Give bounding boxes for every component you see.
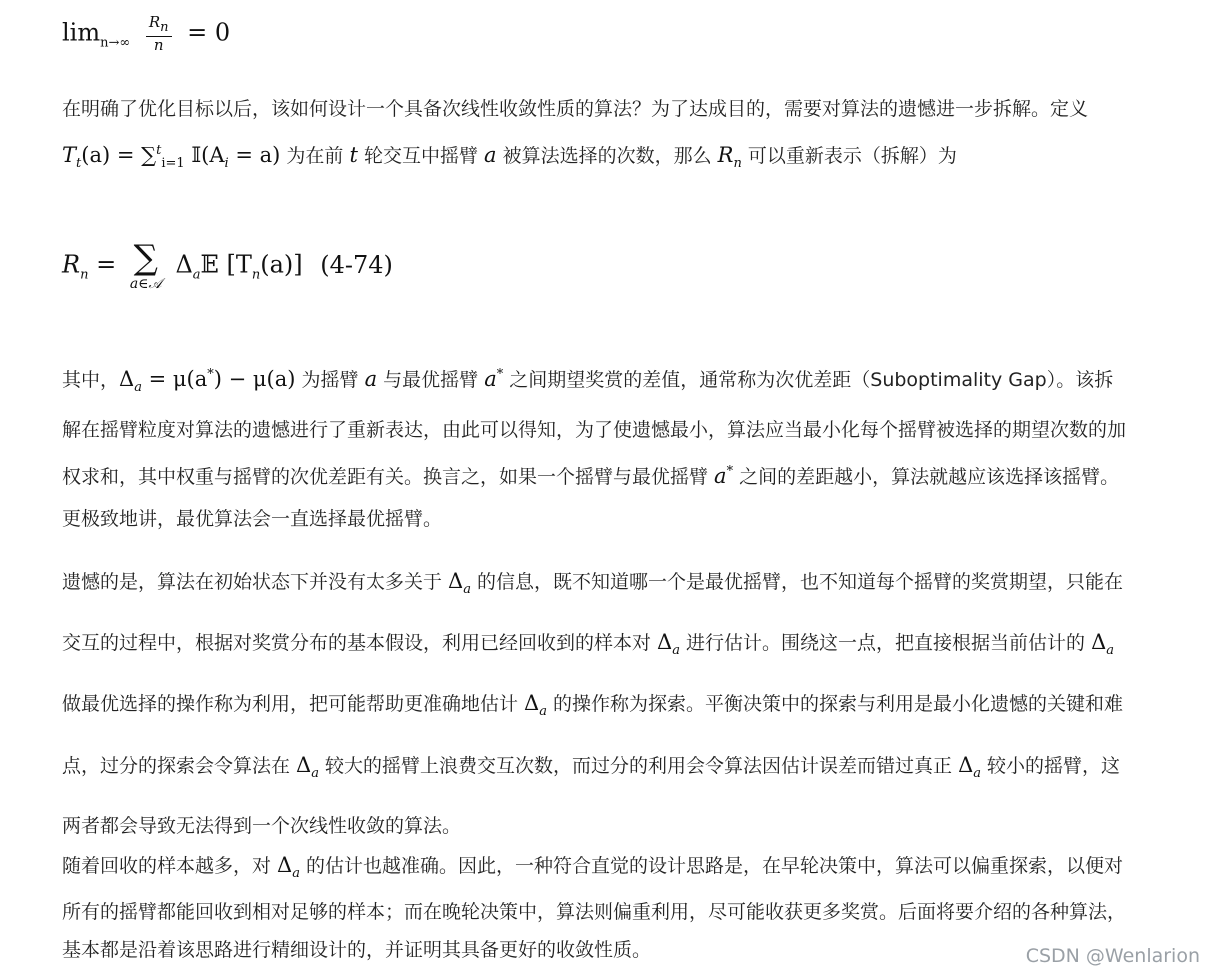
paragraph-1: [62, 88, 1132, 185]
paragraph-3-text: 遗憾的是，算法在初始状态下并没有太多关于 $\Delta_a$ 的信息，既不知道哪一个是最优摇臂，也不知道每个摇臂的奖赏期望，只能在交互的过程中，根据对奖赏分布的基本假设，利用已经回收到的样本对 $\Delta_a$ 进行估计。围绕这一点，把直接根据当前估计的 $\Delta_a$ 做最优选择的操作称为利用，把可能帮助更准确地估计 $\Delta_a$ 的操作称为探索。平衡决策中的探索与利用是最小化遗憾的关键和难点，过分的探索会令算法在 $\Delta_a$ 较大的摇臂上浪费交互次数，而过分的利用会令算法因估计误差而错过真正 $\Delta_a$ 较小的摇臂，这两者都会导致无法得到一个次线性收敛的算法。: [62, 569, 1124, 837]
paragraph-4-text: 随着回收的样本越多，对 $\Delta_a$ 的估计也越准确。因此，一种符合直觉的设计思路是，在早轮决策中，算法可以偏重探索，以便对所有的摇臂都能回收到相对足够的样本；而在晚轮决策中，算法则偏重利用，尽可能收获更多奖赏。后面将要介绍的各种算法，基本都是沿着该思路进行精细设计的，并证明其具备更好的收敛性质。: [62, 853, 1127, 962]
paragraph-2-text: 其中，$\Delta_a = \mu(a^*) - \mu(a)$ 为摇臂 a 与最优摇臂 a* 之间期望奖赏的差值，通常称为次优差距（Suboptimality Gap）。该拆解在摇臂粒度对算法的遗憾进行了重新表达，由此可以得知，为了使遗憾最小，算法应当最小化每个摇臂被选择的期望次数的加权求和，其中权重与摇臂的次优差距有关。换言之，如果一个摇臂与最优摇臂 a* 之间的差距越小，算法就越应该选择该摇臂。更极致地讲，最优算法会一直选择最优摇臂。: [62, 367, 1127, 531]
limit-rhs: = 0: [187, 18, 231, 47]
paragraph-1-text: 在明确了优化目标以后，该如何设计一个具备次线性收敛性质的算法？为了达成目的，需要对算法的遗憾进一步拆解。定义 $T_t(a) = \sum^t_{i=1}$ $𝕀(A_i = a)$ 为在前 t 轮交互中摇臂 a 被算法选择的次数，那么 $R_n$ 可以重新表示（拆解）为: [62, 98, 1089, 172]
paragraph-4: [62, 846, 1132, 969]
lim-subscript: n→∞: [100, 35, 131, 51]
formula-limit: [62, 14, 230, 54]
lim-operator: lim: [62, 18, 101, 47]
watermark: CSDN @Wenlarion: [1025, 945, 1200, 967]
equation-label: (4-74): [320, 250, 393, 279]
paragraph-3: [62, 555, 1132, 852]
fraction: [146, 14, 172, 54]
fraction-denominator: n: [153, 36, 164, 54]
paragraph-2: [62, 354, 1132, 540]
sum-operator: ∑ a∈𝒜: [129, 238, 162, 292]
formula-regret: $R_n$ = ∑ a∈𝒜 $\Delta_a𝔼$ $[T_n(a)]$ (4-74): [62, 238, 393, 292]
fraction-numerator: $R_n$: [146, 14, 172, 37]
